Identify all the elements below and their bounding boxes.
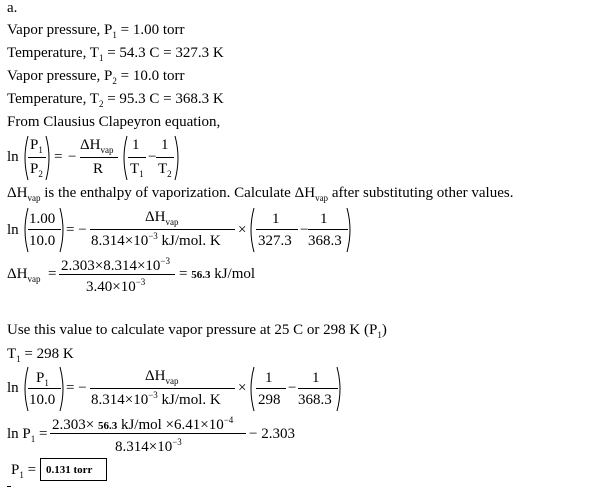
- eq3-num: $2.303\times 8.314\times 10^{-3}$: [61, 256, 170, 274]
- eq1-den: $P_2$: [30, 161, 43, 179]
- eq1-minus2: −: [148, 149, 157, 165]
- right-paren-icon: [336, 366, 344, 412]
- use-value-sentence: Use this value to calculate vapor pressure at 25 C or 298 K $(P_1)$: [7, 322, 387, 340]
- t1-298: $T_1 = 298$ K: [7, 346, 74, 364]
- eq4-dh: $\Delta H_{vap}$: [145, 368, 179, 386]
- eq1-equals: =: [54, 149, 63, 165]
- eq2-num: 1.00: [29, 211, 56, 227]
- eq1-ln: ln: [7, 149, 19, 165]
- left-paren-icon: [21, 366, 29, 412]
- eq4-ln: ln: [7, 380, 19, 396]
- left-paren-icon: [21, 135, 29, 181]
- right-paren-icon: [346, 207, 354, 253]
- eq2-den-r: $8.314\times 10^{-3}$ kJ/mol. K: [91, 231, 221, 249]
- eq2-one-a: 1: [272, 211, 280, 227]
- eq2-dh: $\Delta H_{vap}$: [145, 209, 179, 227]
- left-paren-icon: [247, 207, 255, 253]
- left-paren-icon: [247, 366, 255, 412]
- eq3-value: = 56.3 kJ/mol: [179, 266, 256, 282]
- eq4-one-b: 1: [312, 370, 320, 386]
- eq5-num: 2.303× 56.3 $kJ/mol \times 6.41\times 10^{-4}$: [52, 415, 234, 433]
- eq4-num: $P_1$: [36, 370, 49, 388]
- eq1-r: R: [93, 161, 104, 177]
- left-paren-icon: [21, 207, 29, 253]
- enthalpy-sentence: $\Delta H_{vap}$ is the enthalpy of vaporization. Calculate $\Delta H_{vap}$ after substituting other values.: [7, 185, 514, 203]
- eq2-minus: −: [300, 222, 309, 238]
- eq2-den: 10.0: [29, 233, 56, 249]
- eq4-t1: 298: [258, 392, 281, 408]
- eq5-den: $8.314\times 10^{-3}$: [115, 437, 182, 455]
- right-paren-icon: [45, 135, 53, 181]
- result-p1-label: $P_1$ =: [11, 462, 37, 480]
- eq1-t1: $T_1$: [130, 161, 144, 179]
- eq2-t2: 368.3: [308, 233, 342, 249]
- eq2-equals: = −: [66, 222, 87, 238]
- clausius-intro: From Clausius Clapeyron equation,: [7, 114, 221, 130]
- eq3-den: $3.40\times 10^{-3}$: [86, 277, 146, 295]
- eq1-one-a: 1: [132, 137, 140, 153]
- eq2-ln: ln: [7, 222, 19, 238]
- temperature-2: Temperature, $T_2 = 95.3$ C = 368.3 K: [7, 91, 224, 109]
- part-label: a.: [7, 0, 18, 16]
- eq4-t2: 368.3: [298, 392, 332, 408]
- eq1-t2: $T_2$: [158, 161, 172, 179]
- left-paren-icon: [120, 135, 128, 181]
- eq3-equals: =: [48, 266, 57, 282]
- temperature-1: Temperature, $T_1 = 54.3$ C = 327.3 K: [7, 45, 224, 63]
- eq4-minus: −: [288, 380, 297, 396]
- eq1-num: $P_1$: [30, 137, 43, 155]
- eq4-den-r: $8.314\times 10^{-3}$ kJ/mol. K: [91, 390, 221, 408]
- result-value: 0.131 torr: [46, 464, 93, 476]
- eq4-one-a: 1: [265, 370, 273, 386]
- eq2-t1: 327.3: [258, 233, 292, 249]
- eq3-dh: $\Delta H_{vap}$: [7, 266, 41, 284]
- eq5-tail: − 2.303: [249, 426, 295, 442]
- eq4-den: 10.0: [29, 392, 56, 408]
- eq5-lnp: $\ln P_1$ =: [7, 426, 48, 444]
- eq2-one-b: 1: [320, 211, 328, 227]
- vapor-pressure-1: Vapor pressure, $P_1 = 1.00$ torr: [7, 22, 185, 40]
- right-paren-icon: [174, 135, 182, 181]
- eq1-one-b: 1: [161, 137, 169, 153]
- eq2-times: ×: [238, 222, 247, 238]
- eq1-minus: −: [68, 149, 77, 165]
- eq4-times: ×: [238, 380, 247, 396]
- eq1-dh: $\Delta H_{vap}$: [80, 137, 114, 155]
- eq4-equals: = −: [66, 380, 87, 396]
- vapor-pressure-2: Vapor pressure, $P_2 = 10.0$ torr: [7, 68, 185, 86]
